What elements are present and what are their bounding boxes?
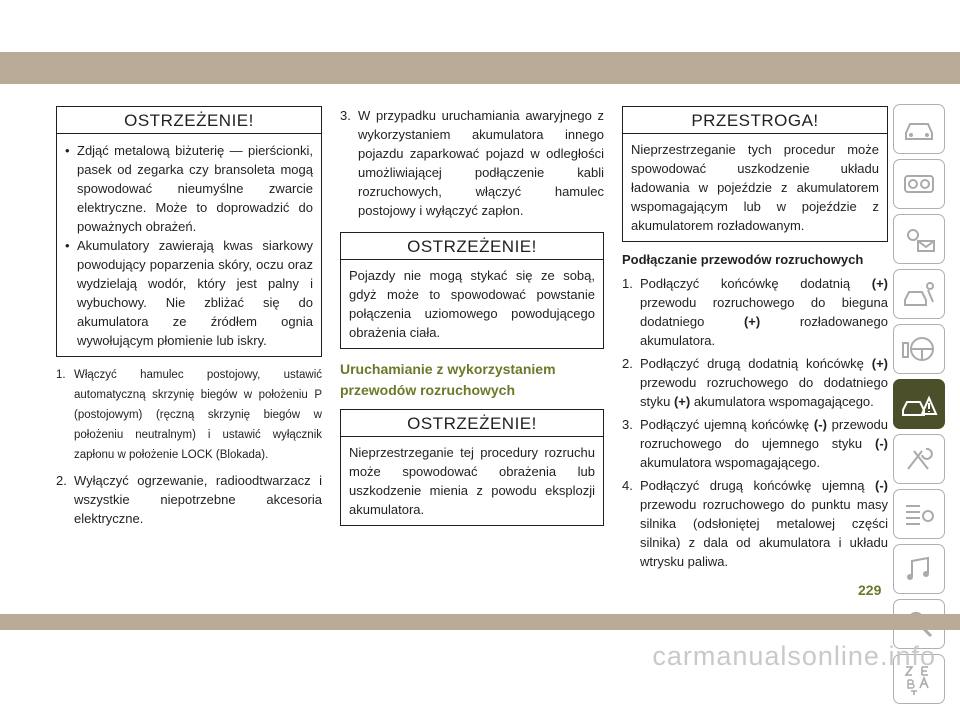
polarity-mark: (-) bbox=[875, 478, 888, 493]
step-text-part: Podłączyć drugą dodatnią końcówkę bbox=[640, 356, 872, 371]
bullet-mark: • bbox=[65, 238, 70, 253]
step-text-part: przewodu rozruchowego do punktu masy silnika (odsłoniętej metalowej części silnika) z dala od akumulatora i układu wtrysku paliwa. bbox=[640, 497, 888, 569]
step-number: 2. bbox=[56, 473, 67, 488]
bullet-text: Akumulatory zawierają kwas siarkowy powodujący poparzenia skóry, oczu oraz wydzielają wodór, który jest palny i wybuchowy. Nie zbliżać się do akumulatora ze źródłem ognia wywołującym płomienie lub iskry. bbox=[77, 238, 313, 348]
tab-multimedia[interactable] bbox=[893, 544, 945, 594]
column-2 bbox=[340, 106, 604, 526]
column-1 bbox=[56, 106, 322, 532]
warning-text: Pojazdy nie mogą stykać się ze sobą, gdyż może to spowodować powstanie połączenia uziomowego powodującego obrażenia ciała. bbox=[349, 268, 595, 340]
step-text: Wyłączyć ogrzewanie, radioodtwarzacz i wszystkie niepotrzebne akcesoria elektryczne. bbox=[74, 473, 322, 526]
tab-car-front[interactable] bbox=[893, 104, 945, 154]
warning-title: OSTRZEŻENIE! bbox=[341, 410, 603, 437]
step-number: 1. bbox=[56, 369, 66, 381]
step-text-part: przewodu rozruchowego do dodatniego styku bbox=[640, 375, 888, 409]
polarity-mark: (+) bbox=[743, 314, 761, 329]
car-seatbelt-icon bbox=[900, 278, 938, 310]
section-heading: Uruchamianie z wykorzystaniem przewodów rozruchowych bbox=[340, 361, 556, 398]
step-text bbox=[640, 354, 888, 411]
step-text: W przypadku uruchamiania awaryjnego z wykorzystaniem akumulatora innego pojazdu zaparkować pojazd w odległości umożliwiającej podłączenie kabli rozruchowych, włączyć hamulec postojowy i wyłączyć zapłon. bbox=[358, 108, 604, 218]
step-text bbox=[640, 415, 888, 472]
step-text-part: akumulatora wspomagającego. bbox=[690, 394, 874, 409]
step-number: 1. bbox=[622, 276, 633, 291]
step-text bbox=[640, 476, 888, 571]
step-number: 3. bbox=[340, 108, 351, 123]
step-number: 4. bbox=[622, 478, 633, 493]
subheading: Podłączanie przewodów rozruchowych bbox=[622, 252, 864, 267]
warning-box-2 bbox=[340, 232, 604, 349]
page-number: 229 bbox=[858, 582, 882, 598]
bullet-mark: • bbox=[65, 143, 70, 158]
step-3 bbox=[340, 106, 604, 220]
polarity-mark: (+) bbox=[673, 394, 691, 409]
step-text bbox=[640, 274, 888, 350]
warning-box-1 bbox=[56, 106, 322, 357]
tools-icon bbox=[900, 443, 938, 475]
column-3 bbox=[622, 106, 888, 575]
specifications-icon bbox=[900, 498, 938, 530]
list-item bbox=[65, 236, 313, 350]
step-text-part: przewodu rozruchowego do bieguna dodatniego bbox=[640, 295, 888, 329]
tab-tools[interactable] bbox=[893, 434, 945, 484]
list-item bbox=[65, 141, 313, 236]
light-message-icon bbox=[900, 223, 938, 255]
multimedia-icon bbox=[900, 553, 938, 585]
connect-step-1 bbox=[622, 274, 888, 350]
connect-step-2 bbox=[622, 354, 888, 411]
steering-wheel-icon bbox=[900, 333, 938, 365]
step-text: Włączyć hamulec postojowy, ustawić automatyczną skrzynię biegów w położeniu P (postojowym) (ręczną skrzynię biegów w położeniu neutralnym) i ustawić wyłącznik zapłonu w położenie LOCK (Blokada). bbox=[74, 369, 322, 461]
tab-car-seatbelt[interactable] bbox=[893, 269, 945, 319]
tab-dashboard-lights[interactable] bbox=[893, 159, 945, 209]
step-number: 2. bbox=[622, 356, 633, 371]
warning-title: OSTRZEŻENIE! bbox=[57, 107, 321, 134]
connect-step-4 bbox=[622, 476, 888, 571]
polarity-mark: (+) bbox=[871, 356, 888, 371]
header-bar bbox=[0, 52, 960, 84]
watermark: carmanualsonline.info bbox=[652, 641, 936, 671]
warning-text: Nieprzestrzeganie tej procedury rozruchu może spowodować obrażenia lub uszkodzenie mienia z powodu eksplozji akumulatora. bbox=[349, 445, 595, 517]
warning-box-3 bbox=[340, 409, 604, 526]
caution-title: PRZESTROGA! bbox=[623, 107, 887, 134]
step-text-part: przewodu rozruchowego do ujemnego styku bbox=[640, 417, 889, 451]
footer-bar bbox=[0, 614, 960, 630]
dashboard-lights-icon bbox=[900, 168, 938, 200]
step-text-part: Podłączyć końcówkę dodatnią bbox=[640, 276, 872, 291]
polarity-mark: (-) bbox=[813, 417, 827, 432]
step-text-part: rozładowanego akumulatora. bbox=[640, 314, 888, 348]
step-text-part: akumulatora wspomagającego. bbox=[640, 455, 820, 470]
polarity-mark: (+) bbox=[871, 276, 888, 291]
step-text-part: Podłączyć drugą końcówkę ujemną bbox=[640, 478, 875, 493]
hazard-car-icon bbox=[900, 388, 938, 420]
step-number: 3. bbox=[622, 417, 633, 432]
bullet-text: Zdjąć metalową biżuterię — pierścionki, pasek od zegarka czy bransoleta mogą spowodować nieumyślne zwarcie elektryczne. Może to doprowadzić do poważnych obrażeń. bbox=[77, 143, 313, 234]
step-text-part: Podłączyć ujemną końcówkę bbox=[640, 417, 814, 432]
connect-step-3 bbox=[622, 415, 888, 472]
step-1 bbox=[56, 365, 322, 465]
tab-hazard-car[interactable] bbox=[893, 379, 945, 429]
tab-steering-wheel[interactable] bbox=[893, 324, 945, 374]
caution-text: Nieprzestrzeganie tych procedur może spowodować uszkodzenie układu ładowania w pojeździe z akumulatorem wspomagającym lub w pojeździe z akumulatorem rozładowanym. bbox=[631, 142, 879, 233]
tab-specifications[interactable] bbox=[893, 489, 945, 539]
polarity-mark: (-) bbox=[875, 436, 888, 451]
top-margin bbox=[0, 0, 960, 46]
step-2 bbox=[56, 471, 322, 528]
caution-box bbox=[622, 106, 888, 242]
warning-title: OSTRZEŻENIE! bbox=[341, 233, 603, 260]
tab-light-message[interactable] bbox=[893, 214, 945, 264]
car-front-icon bbox=[900, 113, 938, 145]
